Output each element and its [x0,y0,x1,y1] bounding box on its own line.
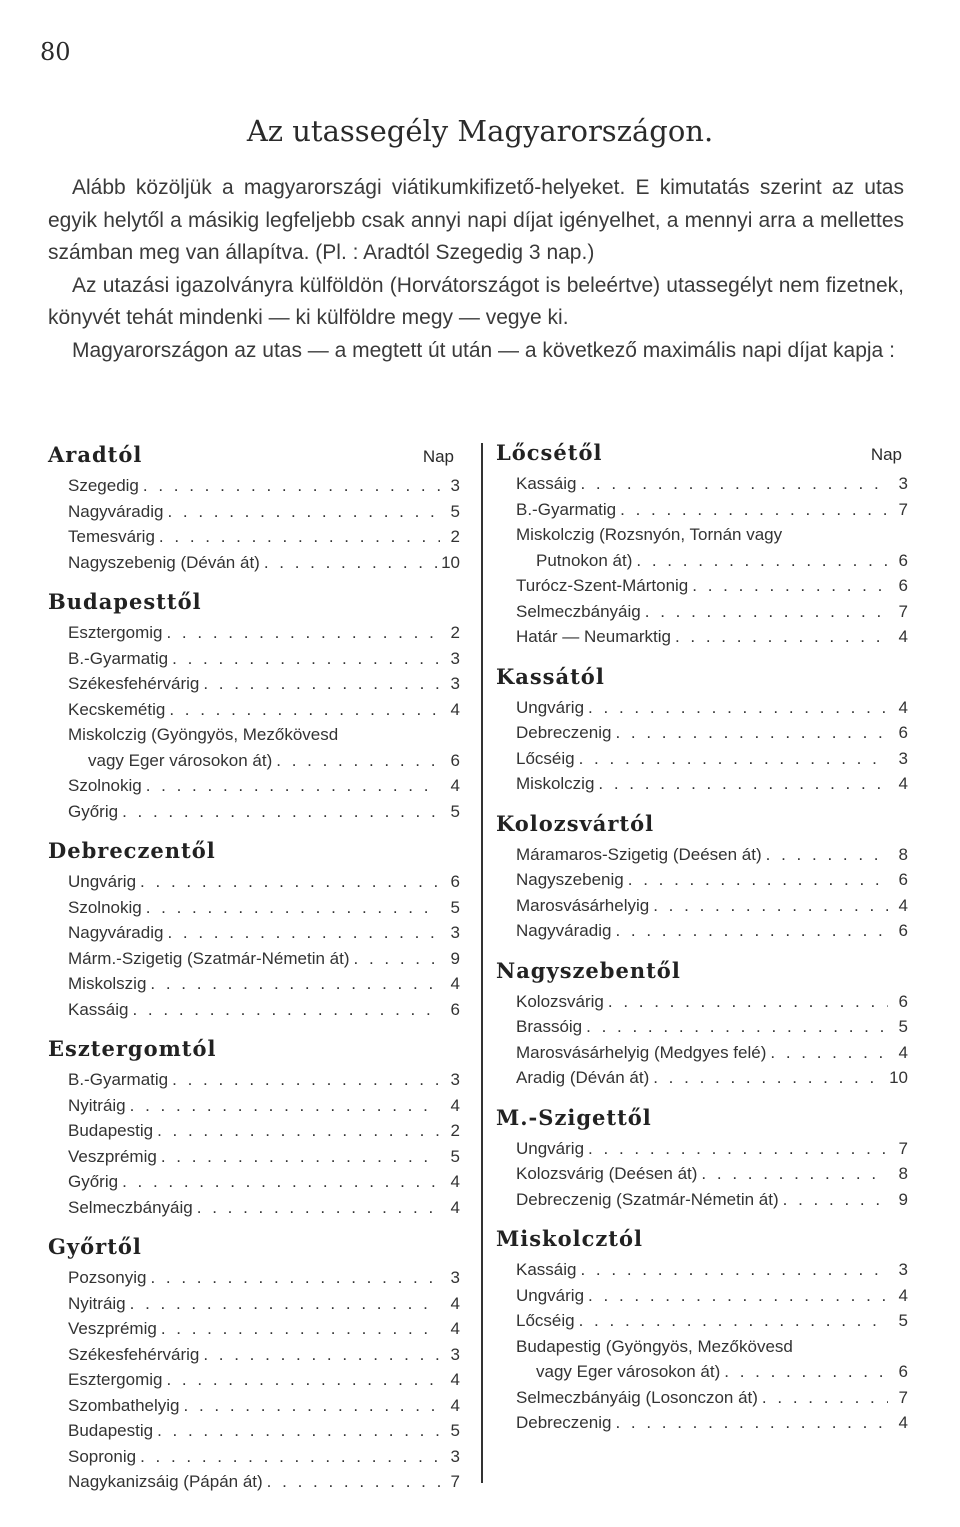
dot-leader [143,473,440,499]
destination: Aradig (Déván át) [516,1068,650,1087]
days-value: 5 [898,1017,908,1036]
route-list [48,1265,460,1495]
route-entry [516,1014,908,1040]
days-value: 4 [450,1172,460,1191]
destination: Miskolczig (Gyöngyös, Mezőkövesd [68,725,339,744]
destination: Győrig [68,1172,119,1191]
route-entry [68,997,460,1023]
destination: Szegedig [68,476,139,495]
route-entry [516,1410,908,1436]
dot-leader [167,499,440,525]
days-value: 4 [450,1395,460,1415]
route-list [496,1136,908,1213]
destination: Kassáig [516,474,577,493]
route-entry [516,720,908,746]
days-value: 3 [450,1268,460,1287]
destination: Kolozsvárig (Deésen át) [516,1164,698,1183]
route-entry [68,722,460,773]
days-value: 3 [898,748,908,768]
days-value: 4 [450,699,460,719]
days-value: 4 [450,1293,460,1313]
dot-leader [762,1385,888,1411]
route-entry [68,671,460,697]
days-value: 7 [898,499,908,519]
destination: Marosvásárhelyig (Medgyes felé) [516,1042,767,1062]
dot-leader [620,497,888,523]
destination: Budapestig [68,1121,154,1140]
route-entry [516,842,908,868]
days-value: 9 [898,1189,908,1209]
route-entry [516,1334,908,1385]
days-value: 4 [898,1285,908,1305]
days-value: 6 [898,1362,908,1381]
dot-leader [146,895,440,921]
intro-text [48,172,904,367]
route-entry [68,869,460,895]
destination: Határ — Neumarktig [516,627,671,646]
destination: Lőcséig [516,1311,575,1330]
destination: Nyitráig [68,1293,126,1313]
days-value: 6 [450,872,460,891]
section-header [496,440,908,465]
dot-leader [675,624,888,650]
destination: Szolnokig [68,776,142,795]
destination: Máramaros-Szigetig (Deésen át) [516,844,762,864]
dot-leader [146,773,440,799]
days-value: 10 [441,552,460,572]
route-entry [516,867,908,893]
route-section [48,442,460,575]
days-value: 5 [450,801,460,821]
destination: Ungvárig [516,1138,585,1158]
route-section [48,1234,460,1495]
days-value: 6 [898,870,908,889]
route-entry [68,697,460,723]
days-value: 5 [450,1146,460,1166]
section-header [496,1226,908,1251]
destination: Nagyváradig [68,501,164,521]
dot-leader [653,1065,885,1091]
destination-note: vagy Eger városokon át) [88,750,273,770]
section-header [48,442,460,467]
dot-leader [636,548,888,574]
section-header [496,811,908,836]
days-value: 5 [898,1311,908,1330]
destination: Esztergomig [68,1370,163,1389]
dot-leader [203,1342,440,1368]
days-value: 2 [450,1121,460,1140]
destination: Székesfehérvárig [68,1344,200,1364]
destination: Székesfehérvárig [68,674,200,693]
route-entry [68,1316,460,1342]
route-list [48,620,460,824]
dot-leader [150,971,440,997]
route-section [496,440,908,650]
route-entry [68,1342,460,1368]
route-entry [516,471,908,497]
route-entry [516,522,908,573]
dot-leader [157,1418,440,1444]
days-value: 7 [898,1138,908,1158]
days-value: 3 [450,1446,460,1466]
days-value: 6 [450,999,460,1019]
left-column [48,442,460,1509]
destination: Ungvárig [68,872,137,891]
days-value: 4 [898,895,908,915]
destination: Lőcséig [516,748,575,768]
days-value: 3 [898,474,908,493]
route-entry [68,1444,460,1470]
days-value: 10 [889,1068,908,1087]
days-value: 3 [450,648,460,668]
section-header [48,838,460,863]
destination: Kolozsvárig [516,991,604,1011]
destination: B.-Gyarmatig [68,648,169,668]
route-list [496,695,908,797]
dot-leader [132,997,440,1023]
destination: Kassáig [68,999,129,1019]
route-section [496,811,908,944]
days-value: 6 [898,991,908,1011]
destination: Budapestig [68,1421,154,1440]
intro-paragraph-3: Magyarországon az utas — a megtett út után — a következő maximális napi díjat kapja : [72,338,895,362]
destination: Sopronig [68,1446,137,1466]
destination: Nagykanizsáig (Pápán át) [68,1472,263,1491]
days-value: 7 [898,601,908,621]
route-entry [68,1169,460,1195]
destination: Budapestig (Gyöngyös, Mezőkövesd [516,1336,793,1356]
route-entry [516,989,908,1015]
route-entry [516,497,908,523]
destination: B.-Gyarmatig [68,1070,169,1089]
dot-leader [203,671,440,697]
destination-continued [68,748,460,774]
destination: Temesvárig [68,527,155,546]
route-entry [68,646,460,672]
destination: Veszprémig [68,1146,157,1166]
destination: Nagyszebenig (Déván át) [68,552,260,572]
dot-leader [122,1169,440,1195]
days-value: 8 [898,844,908,864]
destination-continued [516,1359,908,1385]
dot-leader [354,946,440,972]
dot-leader [615,720,888,746]
days-value: 2 [450,527,460,546]
dot-leader [264,550,437,576]
dot-leader [140,1444,440,1470]
dot-leader [159,524,440,550]
route-entry [516,1257,908,1283]
section-title: M.-Szigettől [496,1104,652,1130]
route-entry [68,1093,460,1119]
days-value: 4 [450,1197,460,1217]
dot-leader [692,573,888,599]
dot-leader [615,1410,888,1436]
destination-continued [516,548,908,574]
route-entry [68,895,460,921]
destination: Selmeczbányáig [68,1197,193,1217]
dot-leader [588,1283,888,1309]
dot-leader [172,1067,440,1093]
route-entry [68,620,460,646]
section-header [496,958,908,983]
dot-leader [167,920,440,946]
dot-leader [588,695,888,721]
destination: Turócz-Szent-Mártonig [516,576,689,595]
dot-leader [766,842,888,868]
route-entry [516,918,908,944]
route-entry [68,550,460,576]
section-title: Aradtól [48,442,143,467]
dot-leader [770,1040,888,1066]
dot-leader [197,1195,440,1221]
route-entry [68,1367,460,1393]
days-value: 3 [450,1070,460,1089]
destination: Nagyváradig [516,921,612,940]
section-title: Esztergomtól [48,1036,217,1061]
destination: Brassóig [516,1017,583,1036]
days-value: 6 [898,921,908,940]
route-entry [68,473,460,499]
page-title: Az utassegély Magyarországon. [246,114,714,148]
destination: Miskolczig [516,774,595,793]
route-section [496,664,908,797]
days-value: 5 [450,501,460,521]
route-section [496,958,908,1091]
days-value: 3 [898,1260,908,1279]
dot-leader [645,599,888,625]
dot-leader [161,1316,440,1342]
column-divider [481,443,483,1483]
days-value: 3 [450,923,460,942]
route-section [48,589,460,824]
route-entry [68,1118,460,1144]
dot-leader [140,869,440,895]
route-entry [68,1291,460,1317]
route-entry [68,1418,460,1444]
route-section [496,1226,908,1436]
destination: Nagyváradig [68,923,164,942]
route-entry [68,1393,460,1419]
dot-leader [276,748,440,774]
dot-leader [166,620,440,646]
route-entry [516,695,908,721]
destination: Miskolszig [68,974,147,993]
route-entry [68,1195,460,1221]
route-entry [516,893,908,919]
dot-leader [150,1265,440,1291]
destination: Ungvárig [516,697,585,717]
days-value: 3 [450,674,460,693]
dot-leader [701,1161,888,1187]
dot-leader [157,1118,440,1144]
dot-leader [586,1014,888,1040]
days-value: 4 [450,1370,460,1389]
section-title: Kolozsvártól [496,810,655,836]
route-entry [68,946,460,972]
destination: Marosvásárhelyig [516,895,650,915]
dot-leader [598,771,888,797]
days-value: 6 [450,750,460,770]
destination: Győrig [68,801,119,821]
dot-leader [580,1257,888,1283]
destination: Nyitráig [68,1095,126,1115]
days-value: 7 [450,1472,460,1491]
dot-leader [579,1308,888,1334]
dot-leader [783,1187,888,1213]
destination: Pozsonyig [68,1268,147,1287]
route-entry [516,1385,908,1411]
section-header [48,589,460,614]
dot-leader [580,471,888,497]
destination: Esztergomig [68,623,163,642]
destination: Szombathelyig [68,1395,180,1415]
destination: Debreczenig [516,1413,612,1432]
destination: Szolnokig [68,897,142,917]
section-title: Győrtől [48,1234,142,1259]
dot-leader [172,646,440,672]
section-title: Budapesttől [48,589,202,614]
dot-leader [130,1093,440,1119]
dot-leader [579,746,888,772]
route-entry [516,1308,908,1334]
route-entry [516,1136,908,1162]
days-value: 4 [450,1095,460,1115]
section-title: Kassától [496,663,605,689]
right-column [496,440,908,1450]
days-value: 4 [450,974,460,993]
route-entry [68,773,460,799]
destination: Selmeczbányáig (Losonczon át) [516,1387,758,1407]
route-entry [68,1144,460,1170]
dot-leader [184,1393,440,1419]
days-value: 2 [450,623,460,642]
route-list [48,473,460,575]
days-value: 3 [450,1344,460,1364]
route-entry [68,1469,460,1495]
dot-leader [615,918,888,944]
days-value: 9 [450,948,460,968]
route-entry [516,573,908,599]
days-value: 6 [898,550,908,570]
route-entry [516,1065,908,1091]
days-value: 4 [898,1413,908,1432]
days-value: 6 [898,723,908,742]
route-entry [68,499,460,525]
route-list [496,1257,908,1436]
intro-paragraph-2: Az utazási igazolványra külföldön (Horvátországot is beleértve) utassegélyt nem fizetnek, könyvét tehát mindenki — ki külföldre megy — vegye ki. [48,273,904,329]
destination: Miskolczig (Rozsnyón, Tornán vagy [516,525,783,544]
days-value: 7 [898,1387,908,1407]
route-section [496,1105,908,1213]
days-value: 4 [450,776,460,795]
route-entry [516,1187,908,1213]
route-entry [68,920,460,946]
days-value: 5 [450,897,460,917]
destination: B.-Gyarmatig [516,499,617,519]
route-entry [516,1040,908,1066]
destination: Kassáig [516,1260,577,1279]
days-value: 4 [450,1319,460,1338]
route-list [48,869,460,1022]
destination: Debreczenig (Szatmár-Németin át) [516,1189,779,1209]
days-value: 8 [898,1164,908,1183]
section-header [496,664,908,689]
route-entry [516,599,908,625]
destination: Nagyszebenig [516,870,624,889]
route-list [48,1067,460,1220]
route-entry [516,771,908,797]
section-header [48,1036,460,1061]
intro-paragraph-1: Alább közöljük a magyarországi viátikumkifizető-helyeket. E kimutatás szerint az utas egyik helytől a másikig legfeljebb csak annyi napi díjat igényelhet, a mennyi arra a mellettes számban meg van állapítva. (Pl. : Aradtól Szegedig 3 nap.) [48,176,904,264]
destination: Selmeczbányáig [516,601,641,621]
route-list [496,471,908,650]
route-entry [516,624,908,650]
days-value: 4 [898,774,908,793]
dot-leader [161,1144,440,1170]
route-section [48,1036,460,1220]
route-entry [68,971,460,997]
section-title: Lőcsétől [496,440,603,465]
dot-leader [122,799,440,825]
days-value: 6 [898,576,908,595]
section-title: Miskolcztól [496,1226,643,1251]
destination: Kecskemétig [68,699,166,719]
days-value: 4 [898,627,908,646]
dot-leader [267,1469,440,1495]
section-header [496,1105,908,1130]
route-section [48,838,460,1022]
dot-leader [169,697,440,723]
route-entry [68,799,460,825]
dot-leader [608,989,888,1015]
days-value: 3 [450,476,460,495]
dot-leader [724,1359,888,1385]
days-value: 4 [898,697,908,717]
destination: Veszprémig [68,1319,157,1338]
section-title: Debreczentől [48,838,216,863]
route-entry [516,1161,908,1187]
destination-note: vagy Eger városokon át) [536,1362,721,1381]
route-entry [516,746,908,772]
route-list [496,989,908,1091]
route-entry [516,1283,908,1309]
destination: Ungvárig [516,1285,585,1305]
section-title: Nagyszebentől [496,957,681,983]
dot-leader [588,1136,888,1162]
section-header [48,1234,460,1259]
dot-leader [166,1367,440,1393]
dot-leader [628,867,888,893]
route-entry [68,524,460,550]
destination-note: Putnokon át) [536,550,633,570]
route-entry [68,1265,460,1291]
destination: Márm.-Szigetig (Szatmár-Németin át) [68,948,350,968]
nap-label: Nap [422,447,454,466]
dot-leader [653,893,888,919]
nap-label: Nap [870,445,902,464]
route-entry [68,1067,460,1093]
route-list [496,842,908,944]
page-number: 80 [40,38,71,66]
dot-leader [130,1291,440,1317]
destination: Debreczenig [516,723,612,742]
days-value: 4 [898,1042,908,1062]
days-value: 5 [450,1421,460,1440]
